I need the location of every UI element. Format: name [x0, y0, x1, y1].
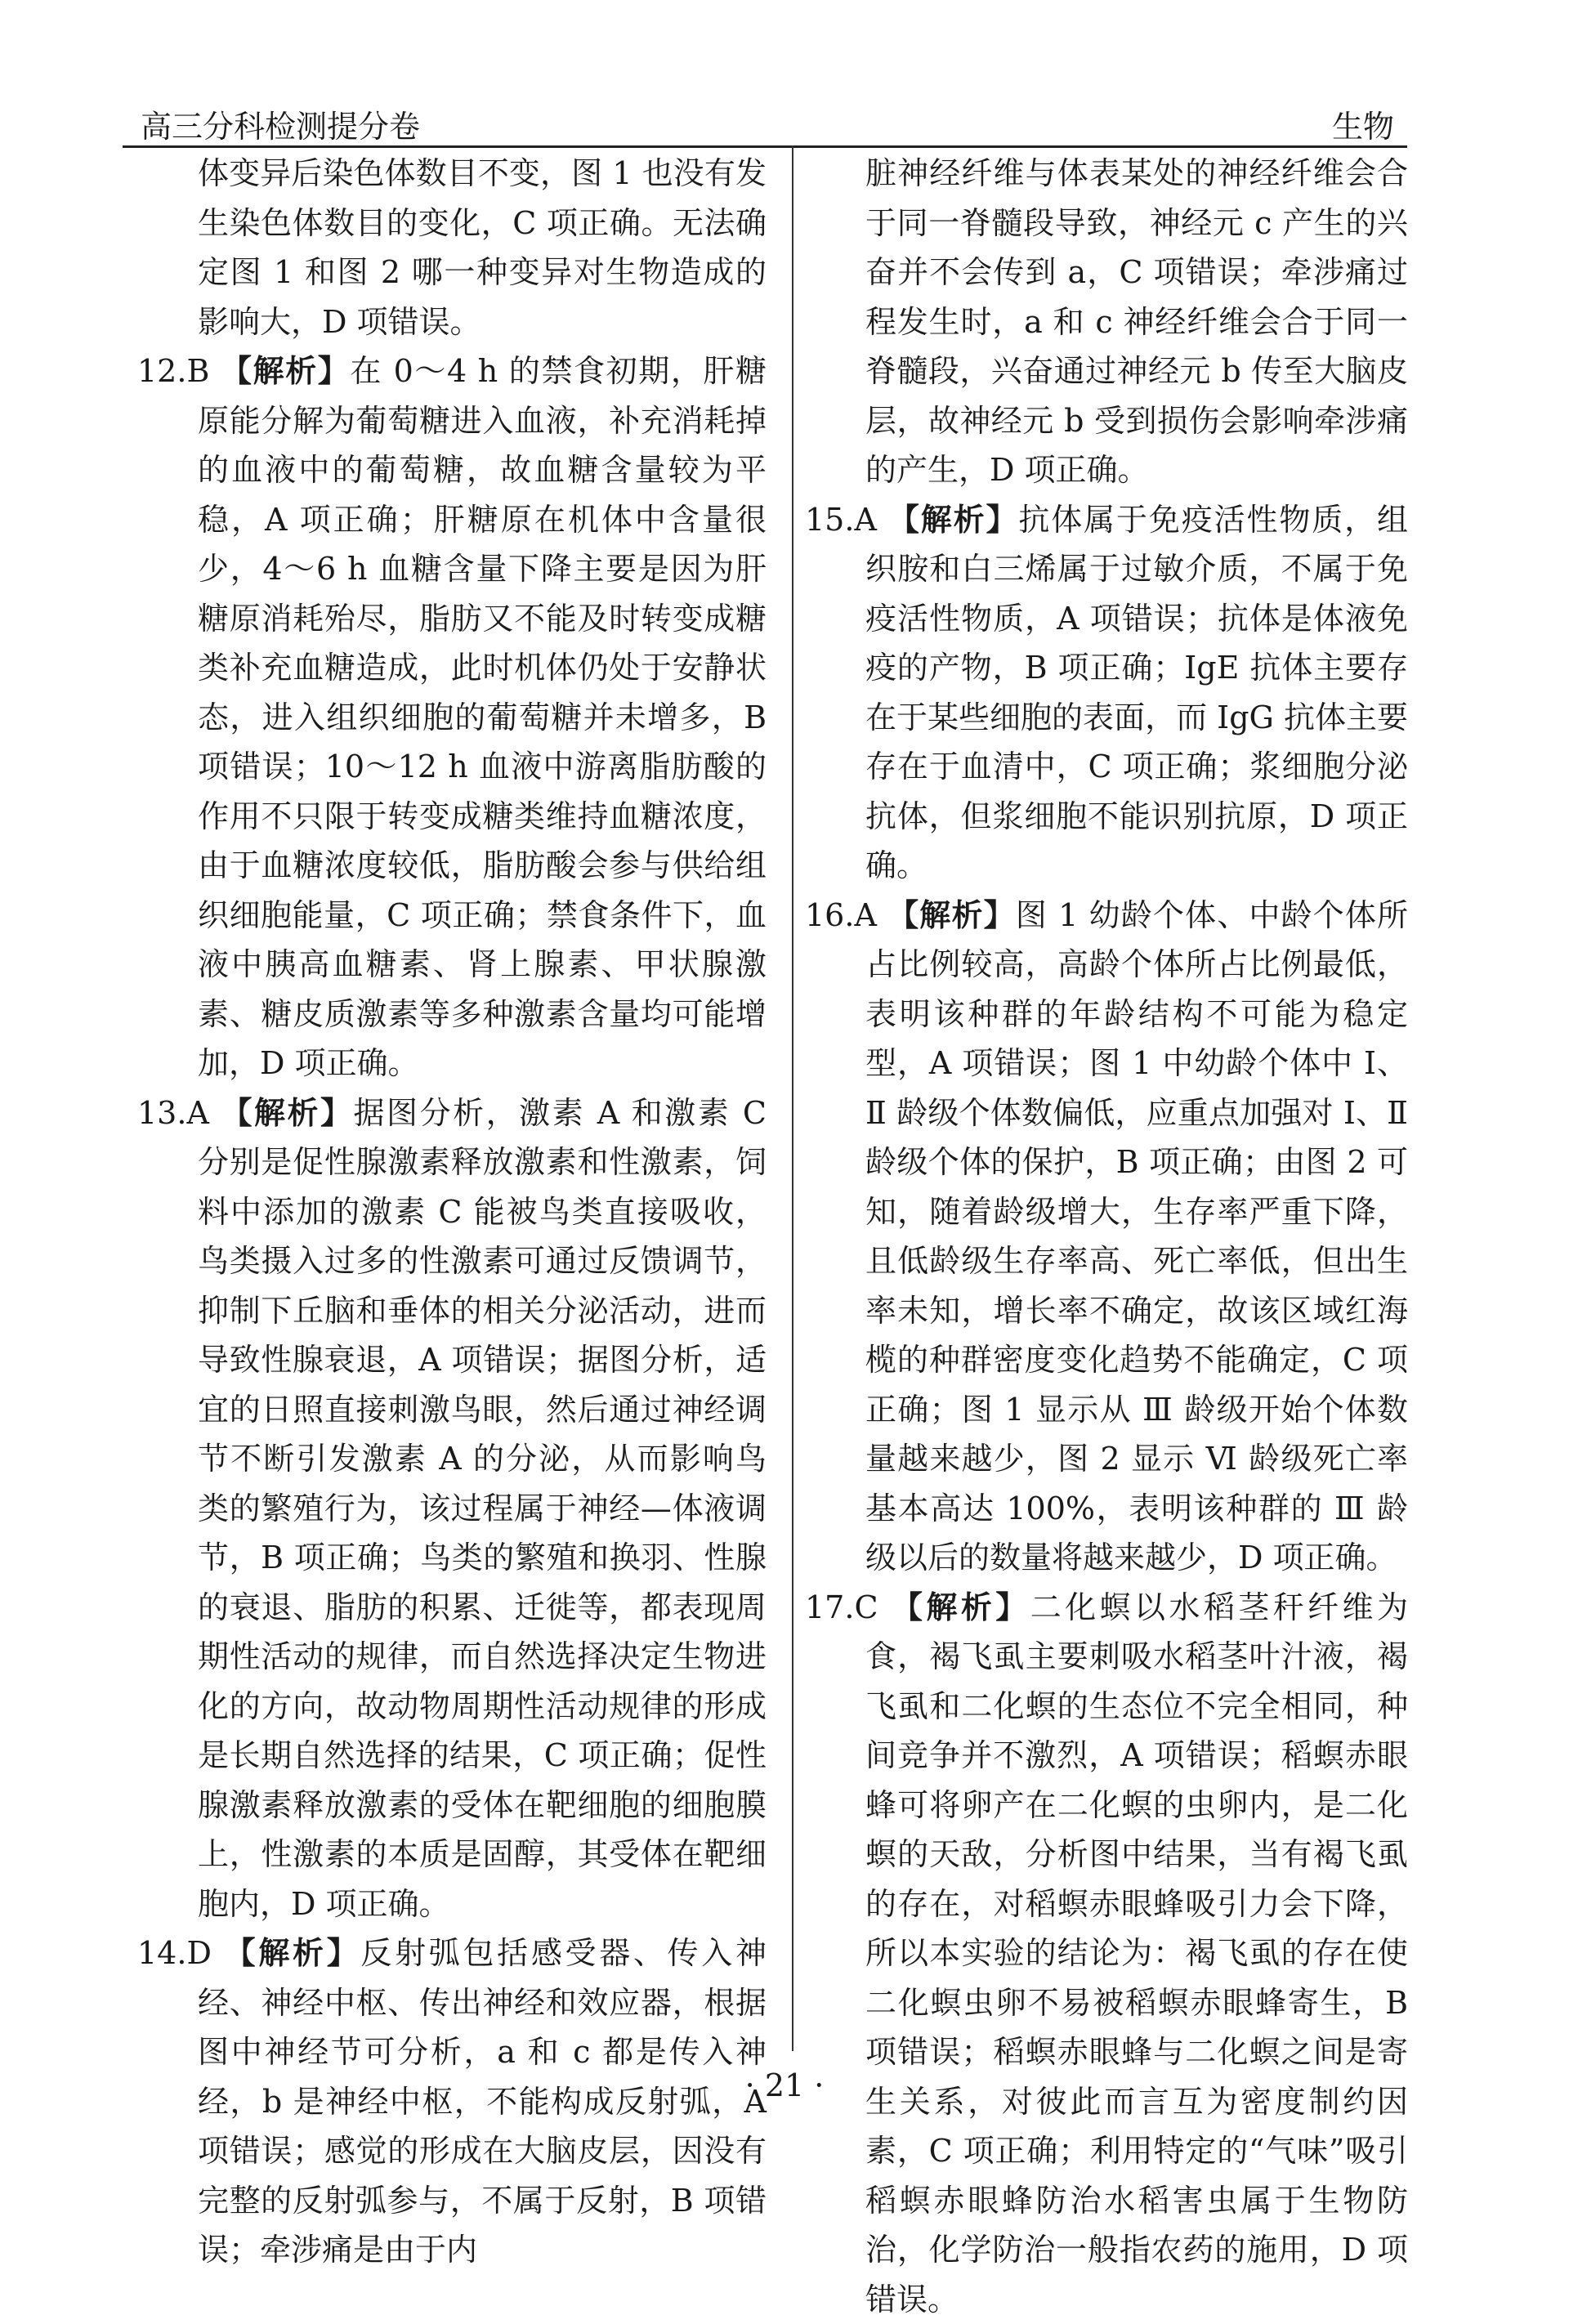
- answer-11-continued: 体变异后染色体数目不变，图 1 也没有发生染色体数目的变化，C 项正确。无法确定图 1 和图 2 哪一种变异对生物造成的影响大，D 项错误。: [137, 149, 767, 346]
- header-title: 高三分科检测提分卷: [141, 101, 420, 146]
- answer-number: 16.: [805, 897, 854, 933]
- answer-choice: A: [854, 897, 876, 933]
- header-subject: 生物: [1332, 101, 1394, 146]
- answer-choice: A: [854, 502, 876, 538]
- analysis-label: 【解析】: [225, 1935, 361, 1971]
- answer-13: [137, 1088, 767, 1929]
- analysis-label: 【解析】: [887, 897, 1016, 933]
- analysis-text: 反射弧包括感受器、传入神经、神经中枢、传出神经和效应器，根据图中神经节可分析，a 和 c 都是传入神经，b 是神经中枢，不能构成反射弧，A 项错误；感觉的形成在大脑皮层，因没有完整的反射弧参与，不属于反射，B 项错误；牵涉痛是由于内: [198, 1935, 767, 2268]
- answer-16: [805, 891, 1408, 1583]
- analysis-text: 图 1 幼龄个体、中龄个体所占比例较高，高龄个体所占比例最低，表明该种群的年龄结构不可能为稳定型，A 项错误；图 1 中幼龄个体中 Ⅰ、Ⅱ 龄级个体数偏低，应重点加强对 Ⅰ、Ⅱ 龄级个体的保护，B 项正确；由图 2 可知，随着龄级增大，生存率严重下降，且低龄级生存率高、死亡率低，但出生率未知，增长率不确定，故该区域红海榄的种群密度变化趋势不能确定，C 项正确；图 1 显示从 Ⅲ 龄级开始个体数量越来越少，图 2 显示 Ⅵ 龄级死亡率基本高达 100%，表明该种群的 Ⅲ 龄级以后的数量将越来越少，D 项正确。: [865, 897, 1408, 1576]
- analysis-label: 【解析】: [221, 1095, 353, 1131]
- answer-choice: C: [854, 1589, 878, 1625]
- answer-17: [805, 1583, 1408, 2324]
- answer-choice: A: [186, 1095, 208, 1131]
- analysis-text: 二化螟以水稻茎秆纤维为食，褐飞虱主要刺吸水稻茎叶汁液，褐飞虱和二化螟的生态位不完全相同，种间竞争并不激烈，A 项错误；稻螟赤眼蜂可将卵产在二化螟的虫卵内，是二化螟的天敌，分析图中结果，当有褐飞虱的存在，对稻螟赤眼蜂吸引力会下降，所以本实验的结论为：褐飞虱的存在使二化螟虫卵不易被稻螟赤眼蜂寄生，B 项错误；稻螟赤眼蜂与二化螟之间是寄生关系，对彼此而言互为密度制约因素，C 项正确；利用特定的“气味”吸引稻螟赤眼蜂防治水稻害虫属于生物防治，化学防治一般指农药的施用，D 项错误。: [865, 1589, 1408, 2317]
- column-divider: [792, 145, 793, 2051]
- analysis-label: 【解析】: [221, 353, 350, 389]
- answer-12: [137, 346, 767, 1088]
- left-column: [137, 149, 767, 2275]
- answer-15: [805, 495, 1408, 891]
- answer-choice: D: [186, 1935, 211, 1971]
- right-column: [805, 149, 1408, 2324]
- answer-number: 14.: [137, 1935, 186, 1971]
- analysis-label: 【解析】: [892, 1589, 1030, 1625]
- page-header: [123, 96, 1407, 148]
- analysis-label: 【解析】: [888, 502, 1019, 538]
- answer-number: 12.: [137, 353, 186, 389]
- answer-number: 15.: [805, 502, 854, 538]
- analysis-text: 抗体属于免疫活性物质，组织胺和白三烯属于过敏介质，不属于免疫活性物质，A 项错误；抗体是体液免疫的产物，B 项正确；IgE 抗体主要存在于某些细胞的表面，而 IgG 抗体主要存在于血清中，C 项正确；浆细胞分泌抗体，但浆细胞不能识别抗原，D 项正确。: [865, 502, 1408, 884]
- answer-14-continued: 脏神经纤维与体表某处的神经纤维会合于同一脊髓段导致，神经元 c 产生的兴奋并不会传到 a，C 项错误；牵涉痛过程发生时，a 和 c 神经纤维会合于同一脊髓段，兴奋通过神经元 b 传至大脑皮层，故神经元 b 受到损伤会影响牵涉痛的产生，D 项正确。: [805, 149, 1408, 495]
- page-number: · 21 ·: [0, 2067, 1569, 2103]
- answer-number: 17.: [805, 1589, 854, 1625]
- analysis-text: 据图分析，激素 A 和激素 C 分别是促性腺激素释放激素和性激素，饲料中添加的激素 C 能被鸟类直接吸收，鸟类摄入过多的性激素可通过反馈调节，抑制下丘脑和垂体的相关分泌活动，进而导致性腺衰退，A 项错误；据图分析，适宜的日照直接刺激鸟眼，然后通过神经调节不断引发激素 A 的分泌，从而影响鸟类的繁殖行为，该过程属于神经—体液调节，B 项正确；鸟类的繁殖和换羽、性腺的衰退、脂肪的积累、迁徙等，都表现周期性活动的规律，而自然选择决定生物进化的方向，故动物周期性活动规律的形成是长期自然选择的结果，C 项正确；促性腺激素释放激素的受体在靶细胞的细胞膜上，性激素的本质是固醇，其受体在靶细胞内，D 项正确。: [198, 1095, 767, 1922]
- answer-number: 13.: [137, 1095, 186, 1131]
- answer-choice: B: [186, 353, 209, 389]
- analysis-text: 在 0～4 h 的禁食初期，肝糖原能分解为葡萄糖进入血液，补充消耗掉的血液中的葡萄糖，故血糖含量较为平稳，A 项正确；肝糖原在机体中含量很少，4～6 h 血糖含量下降主要是因为肝糖原消耗殆尽，脂肪又不能及时转变成糖类补充血糖造成，此时机体仍处于安静状态，进入组织细胞的葡萄糖并未增多，B 项错误；10～12 h 血液中游离脂肪酸的作用不只限于转变成糖类维持血糖浓度，由于血糖浓度较低，脂肪酸会参与供给组织细胞能量，C 项正确；禁食条件下，血液中胰高血糖素、肾上腺素、甲状腺激素、糖皮质激素等多种激素含量均可能增加，D 项正确。: [198, 353, 767, 1081]
